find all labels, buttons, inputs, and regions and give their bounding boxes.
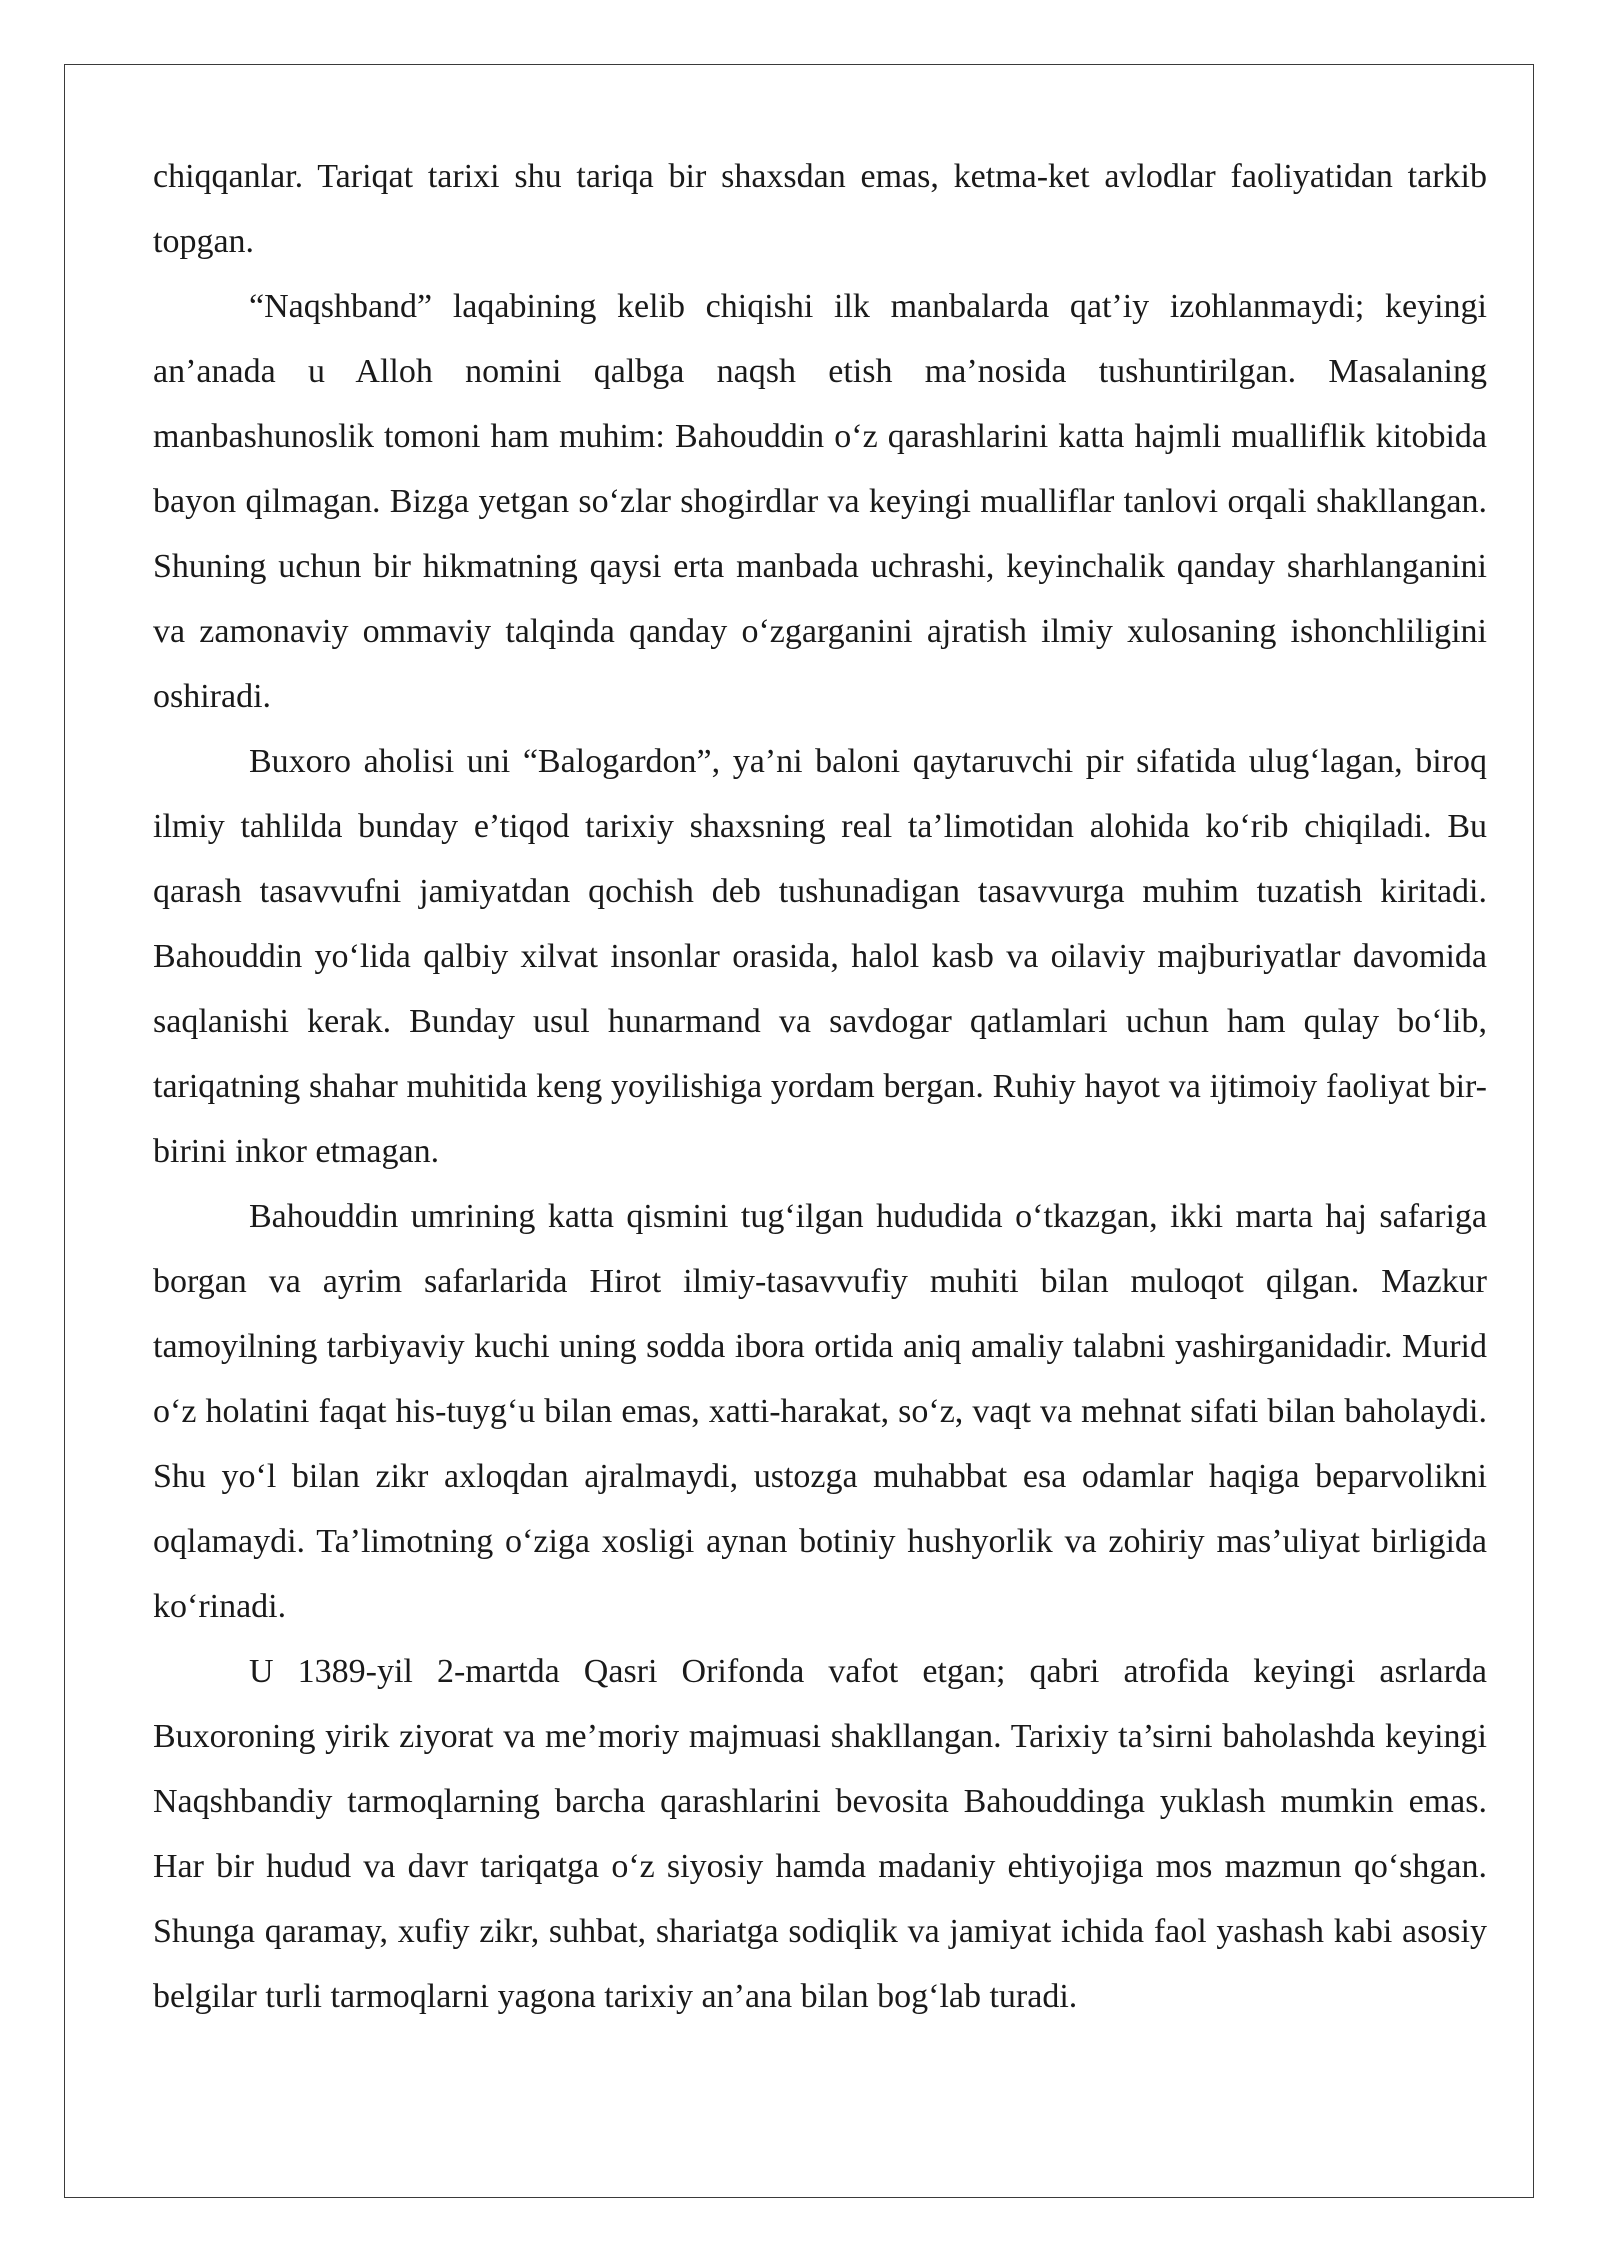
paragraph-2: “Naqshband” laqabining kelib chiqishi ilk manbalarda qat’iy izohlanmaydi; keyingi an’anada u Alloh nomini qalbga naqsh etish ma’nosida tushuntirilgan. Masalaning manbashunoslik tomoni ham muhim: Bahouddin o‘z qarashlarini katta hajmli mualliflik kitobida bayon qilmagan. Bizga yetgan so‘zlar shogirdlar va keyingi mualliflar tanlovi orqali shakllangan. Shuning uchun bir hikmatning qaysi erta manbada uchrashi, keyinchalik qanday sharhlanganini va zamonaviy ommaviy talqinda qanday o‘zgarganini ajratish ilmiy xulosaning ishonchliligini oshiradi. xyxy=(153,288,1487,715)
paragraph-3: Buxoro aholisi uni “Balogardon”, ya’ni baloni qaytaruvchi pir sifatida ulug‘lagan, biroq ilmiy tahlilda bunday e’tiqod tarixiy shaxsning real ta’limotidan alohida ko‘rib chiqiladi. Bu qarash tasavvufni jamiyatdan qochish deb tushunadigan tasavvurga muhim tuzatish kiritadi. Bahouddin yo‘lida qalbiy xilvat insonlar orasida, halol kasb va oilaviy majburiyatlar davomida saqlanishi kerak. Bunday usul hunarmand va savdogar qatlamlari uchun ham qulay bo‘lib, tariqatning shahar muhitida keng yoyilishiga yordam bergan. Ruhiy hayot va ijtimoiy faoliyat bir-birini inkor etmagan. xyxy=(153,743,1487,1170)
paragraph-4: Bahouddin umrining katta qismini tug‘ilgan hududida o‘tkazgan, ikki marta haj safariga borgan va ayrim safarlarida Hirot ilmiy-tasavvufiy muhiti bilan muloqot qilgan. Mazkur tamoyilning tarbiyaviy kuchi uning sodda ibora ortida aniq amaliy talabni yashirganidadir. Murid o‘z holatini faqat his-tuyg‘u bilan emas, xatti-harakat, so‘z, vaqt va mehnat sifati bilan baholaydi. Shu yo‘l bilan zikr axloqdan ajralmaydi, ustozga muhabbat esa odamlar haqiga beparvolikni oqlamaydi. Ta’limotning o‘ziga xosligi aynan botiniy hushyorlik va zohiriy mas’uliyat birligida ko‘rinadi. xyxy=(153,1198,1487,1625)
paragraph-5: U 1389-yil 2-martda Qasri Orifonda vafot etgan; qabri atrofida keyingi asrlarda Buxoroning yirik ziyorat va me’moriy majmuasi shakllangan. Tarixiy ta’sirni baholashda keyingi Naqshbandiy tarmoqlarning barcha qarashlarini bevosita Bahouddinga yuklash mumkin emas. Har bir hudud va davr tariqatga o‘z siyosiy hamda madaniy ehtiyojiga mos mazmun qo‘shgan. Shunga qaramay, xufiy zikr, suhbat, shariatga sodiqlik va jamiyat ichida faol yashash kabi asosiy belgilar turli tarmoqlarni yagona tarixiy an’ana bilan bog‘lab turadi. xyxy=(153,1653,1487,2015)
paragraph-1: chiqqanlar. Tariqat tarixi shu tariqa bir shaxsdan emas, ketma-ket avlodlar faoliyatidan tarkib topgan. xyxy=(153,158,1487,260)
document-body xyxy=(153,144,1487,2029)
